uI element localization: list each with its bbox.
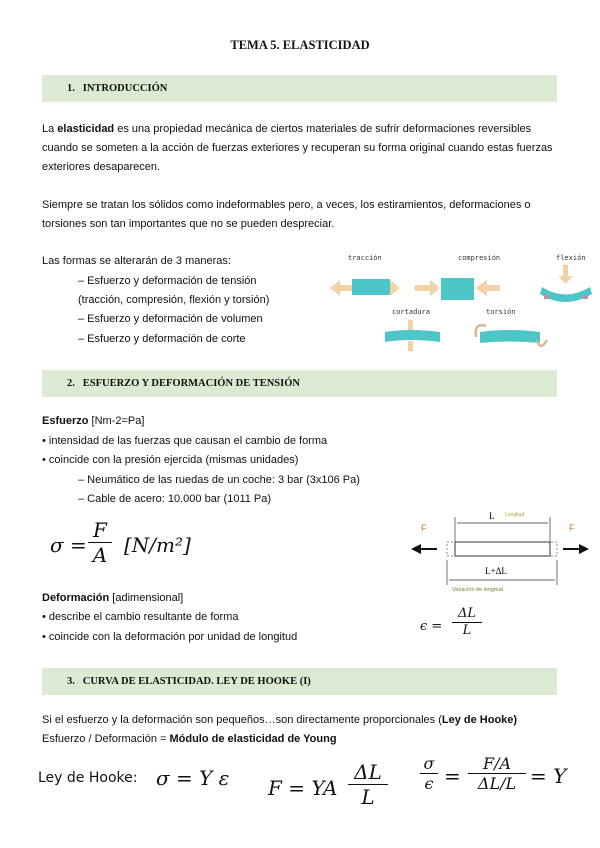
esfuerzo-example: – Neumático de las ruedas de un coche: 3 bar (3x106 Pa) — [78, 474, 360, 486]
intro-paragraph-line: exteriores desaparecen. — [42, 161, 161, 173]
section-number: 2. — [67, 378, 75, 389]
deformation-types-figure — [330, 250, 598, 355]
forms-intro: Las formas se alterarán de 3 maneras: — [42, 255, 231, 267]
f3-numerator-1: σ — [420, 754, 438, 774]
section-header-introduccion — [42, 75, 557, 102]
text: La — [42, 123, 58, 135]
section-title: INTRODUCCIÓN — [82, 83, 168, 94]
strain-numerator: ΔL — [452, 606, 482, 623]
deformacion-heading — [42, 591, 183, 605]
form-item: (tracción, compresión, flexión y torsión) — [78, 294, 270, 306]
f3-denominator-1: ϵ — [424, 774, 434, 793]
form-item: – Esfuerzo y deformación de corte — [78, 333, 246, 345]
intro-paragraph-line — [42, 122, 531, 136]
intro-paragraph-line: cuando se someten a la acción de fuerzas exteriores y recuperan su forma original cuando estas fuerzas — [42, 142, 553, 154]
form-item: – Esfuerzo y deformación de tensión — [78, 275, 257, 287]
stress-denominator: A — [92, 543, 108, 567]
text: Esfuerzo / Deformación = — [42, 733, 170, 745]
section-header-esfuerzo-tension — [42, 370, 557, 397]
intro-paragraph-line: torsiones son tan importantes que no se pueden despreciar. — [42, 218, 335, 230]
compression-illustration — [415, 278, 500, 300]
arrow-right-icon — [579, 544, 589, 554]
text: es una propiedad mecánica de ciertos materiales de sufrir deformaciones reversibles — [114, 123, 532, 135]
strain-fraction — [452, 606, 482, 639]
stretched-length-label: L+ΔL — [485, 566, 507, 576]
shear-illustration — [385, 320, 440, 351]
f3-main-fraction — [468, 754, 526, 793]
esfuerzo-example: – Cable de acero: 10.000 bar (1011 Pa) — [78, 493, 272, 505]
hooke-law-label: Ley de Hooke: — [38, 770, 138, 786]
stretched-caption: Variación de longitud — [452, 587, 503, 593]
force-denominator: L — [361, 785, 375, 809]
f3-equals: = — [444, 764, 461, 788]
esfuerzo-bullet: • coincide con la presión ejercida (mismas unidades) — [42, 454, 299, 466]
deformacion-label: Deformación — [42, 592, 110, 604]
hooke-line — [42, 732, 337, 746]
section-number: 3. — [67, 676, 75, 687]
section-header-ley-hooke — [42, 668, 557, 695]
section-title: CURVA DE ELASTICIDAD. LEY DE HOOKE (I) — [82, 676, 311, 687]
term-elasticidad: elasticidad — [57, 123, 115, 135]
traction-illustration — [330, 279, 400, 296]
esfuerzo-bullet: • intensidad de las fuerzas que causan el cambio de forma — [42, 435, 328, 447]
term-ley-de-hooke: Ley de Hooke) — [441, 714, 518, 726]
arrow-left-icon — [411, 544, 421, 554]
intro-paragraph-line: Siempre se tratan los sólidos como indeformables pero, a veces, los estiramientos, deformaciones o — [42, 199, 531, 211]
tension-diagram — [405, 505, 595, 593]
torsion-illustration — [476, 325, 547, 346]
term-modulo-young: Módulo de elasticidad de Young — [169, 733, 337, 745]
deformacion-bullet: • describe el cambio resultante de forma — [42, 611, 239, 623]
hooke-formula: σ = Y ε — [156, 766, 230, 790]
bending-illustration — [540, 265, 592, 302]
f3-numerator-2: F/A — [468, 754, 526, 774]
text: Si el esfuerzo y la deformación son pequeños…son directamente proporcionales ( — [42, 714, 442, 726]
label-traccion: tracción — [348, 254, 382, 262]
hooke-line — [42, 713, 517, 727]
f3-rhs: = Y — [530, 764, 567, 788]
page-title: TEMA 5. ELASTICIDAD — [230, 38, 370, 52]
form-item: – Esfuerzo y deformación de volumen — [78, 313, 263, 325]
force-label-left: F — [421, 523, 427, 533]
force-formula-lhs: F = YA — [268, 776, 338, 800]
force-label-right: F — [569, 523, 575, 533]
f3-denominator-2: ΔL/L — [477, 774, 517, 793]
length-caption: Longitud — [505, 512, 525, 518]
esfuerzo-label: Esfuerzo — [42, 415, 89, 427]
force-numerator: ΔL — [348, 760, 388, 785]
label-cortadura: cortadura — [392, 308, 430, 316]
length-label: L — [489, 511, 495, 521]
esfuerzo-heading — [42, 414, 144, 428]
strain-formula-lhs: ϵ = — [420, 619, 443, 634]
stress-units: [N/m²] — [124, 533, 191, 557]
esfuerzo-units: [Nm-2=Pa] — [88, 415, 145, 427]
force-fraction — [348, 760, 388, 809]
strain-denominator: L — [462, 623, 472, 638]
section-title: ESFUERZO Y DEFORMACIÓN DE TENSIÓN — [82, 378, 300, 389]
label-torsion: torsión — [486, 308, 516, 316]
label-compresion: compresión — [458, 254, 501, 262]
stress-numerator: F — [88, 518, 112, 543]
label-flexion: flexión — [556, 254, 586, 262]
deformacion-bullet: • coincide con la deformación por unidad de longitud — [42, 631, 298, 643]
stress-fraction — [88, 518, 112, 567]
section-number: 1. — [67, 83, 75, 94]
deformacion-units: [adimensional] — [109, 592, 184, 604]
stress-formula-lhs: σ = — [50, 533, 87, 557]
sigma-epsilon-fraction — [420, 754, 438, 793]
